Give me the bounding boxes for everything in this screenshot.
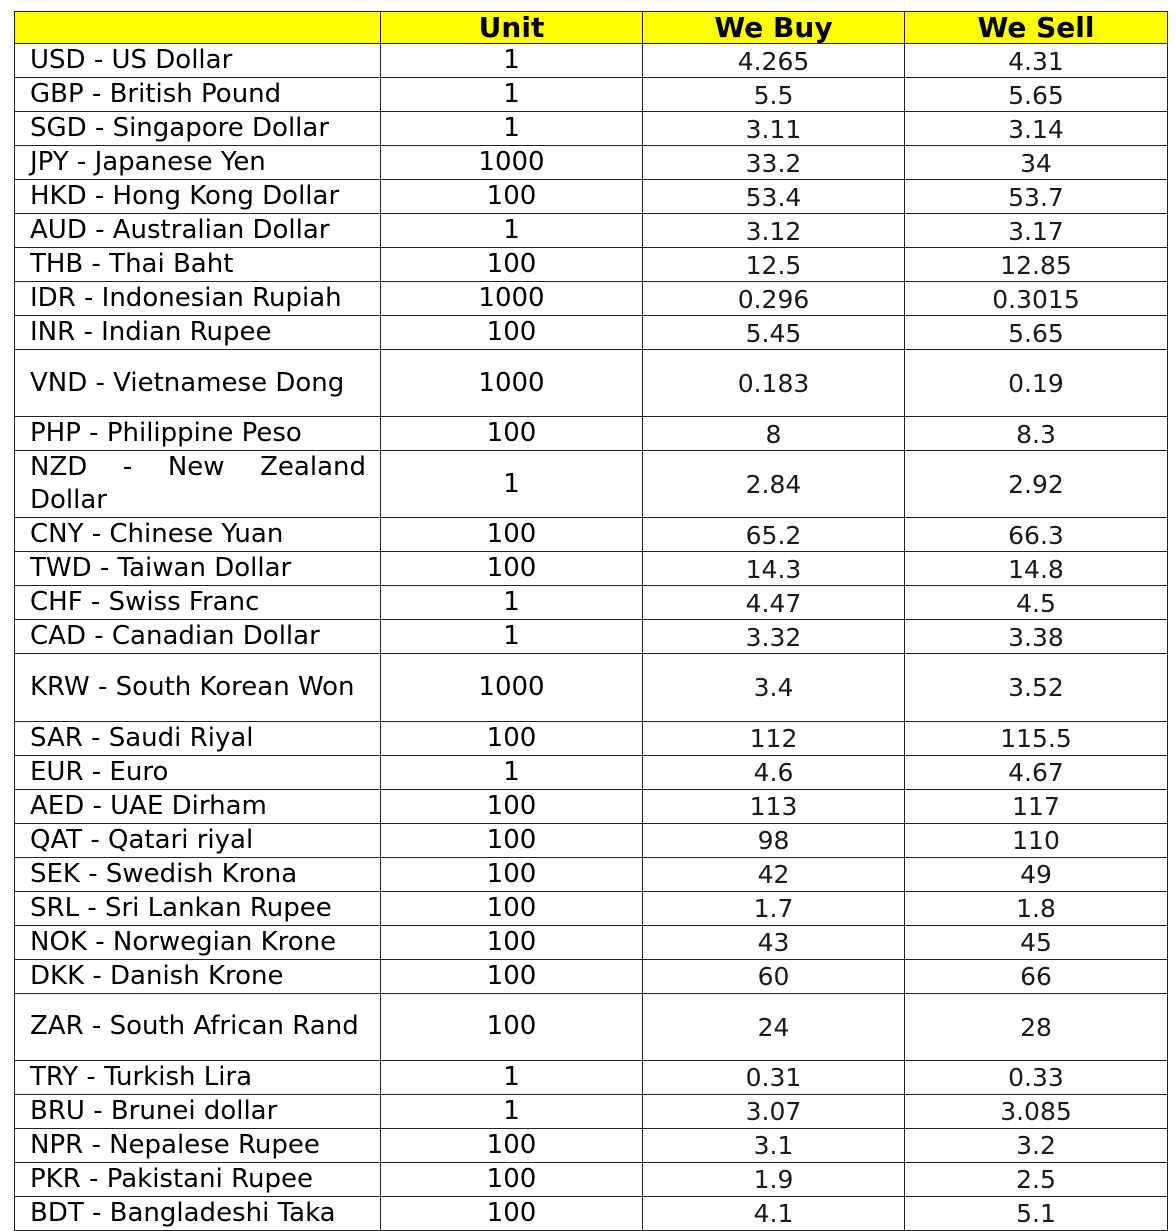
header-row xyxy=(15,12,1168,44)
we-buy-value: 3.4 xyxy=(753,673,794,703)
we-buy-cell xyxy=(643,755,905,789)
unit-cell: 1 xyxy=(381,78,643,112)
we-buy-value: 14.3 xyxy=(745,554,802,584)
we-sell-value: 4.67 xyxy=(1008,758,1064,788)
we-buy-cell xyxy=(643,823,905,857)
we-sell-value: 8.3 xyxy=(1016,419,1056,449)
unit-cell: 1 xyxy=(381,214,643,248)
unit-cell: 100 xyxy=(381,993,643,1060)
we-sell-value: 3.085 xyxy=(1000,1097,1072,1127)
we-sell-value: 4.31 xyxy=(1008,46,1064,76)
unit-cell: 1 xyxy=(381,1094,643,1128)
we-sell-value: 5.1 xyxy=(1016,1199,1056,1229)
we-sell-value: 0.19 xyxy=(1008,369,1064,399)
we-buy-cell xyxy=(643,721,905,755)
currency-name-cell: KRW - South Korean Won xyxy=(15,654,381,721)
currency-name-cell: SAR - Saudi Riyal xyxy=(15,721,381,755)
we-buy-cell xyxy=(643,1162,905,1196)
we-buy-value: 24 xyxy=(757,1012,790,1042)
we-sell-value: 115.5 xyxy=(1000,724,1072,754)
unit-cell: 100 xyxy=(381,823,643,857)
we-sell-cell xyxy=(905,1060,1168,1094)
we-sell-cell xyxy=(905,654,1168,721)
table-row xyxy=(15,1162,1168,1196)
we-buy-value: 3.11 xyxy=(745,114,802,144)
we-sell-cell xyxy=(905,282,1168,316)
unit-cell: 1 xyxy=(381,44,643,78)
we-sell-value: 14.8 xyxy=(1008,554,1064,584)
unit-cell: 1 xyxy=(381,1060,643,1094)
currency-name-cell: BDT - Bangladeshi Taka xyxy=(15,1196,381,1230)
currency-name-cell: VND - Vietnamese Dong xyxy=(15,350,381,417)
exchange-rate-table xyxy=(14,11,1168,1231)
we-buy-cell xyxy=(643,518,905,552)
currency-name-cell: AED - UAE Dirham xyxy=(15,789,381,823)
unit-cell: 100 xyxy=(381,316,643,350)
we-buy-value: 4.47 xyxy=(745,588,802,618)
we-sell-value: 66.3 xyxy=(1008,520,1064,550)
we-sell-cell xyxy=(905,518,1168,552)
currency-name-cell: EUR - Euro xyxy=(15,755,381,789)
we-buy-cell xyxy=(643,654,905,721)
we-buy-value: 1.7 xyxy=(753,894,794,924)
we-buy-cell xyxy=(643,214,905,248)
unit-cell: 1000 xyxy=(381,350,643,417)
we-buy-value: 0.183 xyxy=(737,369,810,399)
we-sell-cell xyxy=(905,44,1168,78)
we-buy-value: 0.296 xyxy=(737,284,810,314)
header-currency xyxy=(15,12,381,44)
we-sell-cell xyxy=(905,180,1168,214)
we-sell-value: 66 xyxy=(1020,962,1052,992)
unit-cell: 1000 xyxy=(381,654,643,721)
unit-cell: 100 xyxy=(381,891,643,925)
we-buy-cell xyxy=(643,891,905,925)
table-row xyxy=(15,789,1168,823)
we-buy-value: 3.07 xyxy=(745,1097,802,1127)
we-sell-value: 3.14 xyxy=(1008,114,1064,144)
table-row xyxy=(15,959,1168,993)
we-sell-cell xyxy=(905,857,1168,891)
table-row xyxy=(15,180,1168,214)
currency-name-cell: SEK - Swedish Krona xyxy=(15,857,381,891)
we-buy-value: 5.45 xyxy=(745,318,802,348)
we-sell-cell xyxy=(905,993,1168,1060)
we-buy-value: 4.265 xyxy=(737,46,810,76)
currency-name-cell: HKD - Hong Kong Dollar xyxy=(15,180,381,214)
table-header xyxy=(15,12,1168,44)
unit-cell: 1 xyxy=(381,451,643,518)
we-sell-cell xyxy=(905,1162,1168,1196)
we-sell-cell xyxy=(905,112,1168,146)
header-unit: Unit xyxy=(381,12,643,44)
currency-name-cell: NZD - New Zealand Dollar xyxy=(15,451,381,518)
header-we-sell: We Sell xyxy=(905,12,1168,44)
we-sell-cell xyxy=(905,1196,1168,1230)
we-buy-cell xyxy=(643,1196,905,1230)
we-buy-value: 112 xyxy=(749,724,798,754)
we-buy-value: 8 xyxy=(765,419,782,449)
currency-name-cell: PHP - Philippine Peso xyxy=(15,417,381,451)
we-sell-cell xyxy=(905,248,1168,282)
we-buy-value: 65.2 xyxy=(745,520,802,550)
currency-name-cell: SRL - Sri Lankan Rupee xyxy=(15,891,381,925)
unit-cell: 1000 xyxy=(381,146,643,180)
table-row xyxy=(15,1094,1168,1128)
we-buy-cell xyxy=(643,925,905,959)
we-sell-cell xyxy=(905,925,1168,959)
unit-cell: 100 xyxy=(381,721,643,755)
unit-cell: 100 xyxy=(381,552,643,586)
we-buy-cell xyxy=(643,620,905,654)
unit-cell: 1000 xyxy=(381,282,643,316)
we-buy-cell xyxy=(643,350,905,417)
currency-name-cell: BRU - Brunei dollar xyxy=(15,1094,381,1128)
table-row xyxy=(15,44,1168,78)
currency-name-cell: SGD - Singapore Dollar xyxy=(15,112,381,146)
we-buy-value: 1.9 xyxy=(753,1165,794,1195)
we-sell-cell xyxy=(905,959,1168,993)
unit-cell: 100 xyxy=(381,417,643,451)
we-sell-value: 45 xyxy=(1020,928,1052,958)
currency-name-cell: NPR - Nepalese Rupee xyxy=(15,1128,381,1162)
table-row xyxy=(15,316,1168,350)
we-sell-value: 4.5 xyxy=(1016,588,1056,618)
we-buy-cell xyxy=(643,451,905,518)
we-buy-cell xyxy=(643,789,905,823)
table-row xyxy=(15,1128,1168,1162)
we-sell-value: 2.92 xyxy=(1008,470,1064,500)
table-row xyxy=(15,755,1168,789)
we-buy-value: 3.12 xyxy=(745,216,802,246)
we-sell-cell xyxy=(905,350,1168,417)
currency-name-cell: GBP - British Pound xyxy=(15,78,381,112)
we-buy-cell xyxy=(643,1094,905,1128)
table-row xyxy=(15,78,1168,112)
currency-name-cell: THB - Thai Baht xyxy=(15,248,381,282)
we-buy-cell xyxy=(643,993,905,1060)
we-sell-cell xyxy=(905,755,1168,789)
we-sell-cell xyxy=(905,721,1168,755)
we-buy-value: 12.5 xyxy=(745,250,802,280)
unit-cell: 100 xyxy=(381,789,643,823)
table-row xyxy=(15,1060,1168,1094)
we-sell-value: 0.33 xyxy=(1008,1063,1064,1093)
we-sell-cell xyxy=(905,823,1168,857)
we-buy-cell xyxy=(643,78,905,112)
we-buy-value: 53.4 xyxy=(745,182,802,212)
we-sell-cell xyxy=(905,586,1168,620)
we-buy-cell xyxy=(643,112,905,146)
we-sell-value: 3.17 xyxy=(1008,216,1064,246)
we-buy-value: 33.2 xyxy=(745,148,802,178)
unit-cell: 100 xyxy=(381,925,643,959)
we-sell-cell xyxy=(905,417,1168,451)
we-buy-cell xyxy=(643,417,905,451)
we-buy-value: 5.5 xyxy=(753,80,794,110)
table-row xyxy=(15,350,1168,417)
currency-name-cell: TWD - Taiwan Dollar xyxy=(15,552,381,586)
currency-name-cell: USD - US Dollar xyxy=(15,44,381,78)
table-row xyxy=(15,823,1168,857)
we-sell-cell xyxy=(905,789,1168,823)
we-sell-value: 2.5 xyxy=(1016,1165,1056,1195)
currency-name-cell: AUD - Australian Dollar xyxy=(15,214,381,248)
we-buy-value: 3.1 xyxy=(753,1131,794,1161)
currency-name-cell: CNY - Chinese Yuan xyxy=(15,518,381,552)
table-row xyxy=(15,586,1168,620)
unit-cell: 100 xyxy=(381,1128,643,1162)
table-row xyxy=(15,146,1168,180)
we-buy-cell xyxy=(643,857,905,891)
table-row xyxy=(15,417,1168,451)
we-sell-value: 5.65 xyxy=(1008,318,1064,348)
currency-name-cell: IDR - Indonesian Rupiah xyxy=(15,282,381,316)
table-row xyxy=(15,518,1168,552)
we-buy-cell xyxy=(643,586,905,620)
unit-cell: 1 xyxy=(381,620,643,654)
table-row xyxy=(15,214,1168,248)
table-row xyxy=(15,993,1168,1060)
we-buy-value: 3.32 xyxy=(745,622,802,652)
currency-name-cell: JPY - Japanese Yen xyxy=(15,146,381,180)
we-buy-value: 42 xyxy=(757,860,790,890)
unit-cell: 100 xyxy=(381,857,643,891)
we-sell-value: 12.85 xyxy=(1000,250,1072,280)
unit-cell: 1 xyxy=(381,586,643,620)
we-sell-cell xyxy=(905,552,1168,586)
table-row xyxy=(15,282,1168,316)
table-row xyxy=(15,451,1168,518)
header-we-buy: We Buy xyxy=(643,12,905,44)
currency-name-cell: PKR - Pakistani Rupee xyxy=(15,1162,381,1196)
table-row xyxy=(15,857,1168,891)
we-sell-cell xyxy=(905,146,1168,180)
unit-cell: 100 xyxy=(381,959,643,993)
table-row xyxy=(15,112,1168,146)
table-row xyxy=(15,891,1168,925)
we-sell-value: 1.8 xyxy=(1016,894,1056,924)
we-buy-value: 60 xyxy=(757,962,790,992)
we-buy-cell xyxy=(643,44,905,78)
we-sell-value: 3.52 xyxy=(1008,673,1064,703)
currency-name-cell: CAD - Canadian Dollar xyxy=(15,620,381,654)
currency-name-cell: TRY - Turkish Lira xyxy=(15,1060,381,1094)
we-buy-cell xyxy=(643,959,905,993)
we-sell-value: 3.2 xyxy=(1016,1131,1056,1161)
we-buy-cell xyxy=(643,248,905,282)
table-body xyxy=(15,44,1168,1231)
we-sell-value: 0.3015 xyxy=(992,284,1080,314)
we-buy-value: 4.1 xyxy=(753,1199,794,1229)
we-buy-cell xyxy=(643,1128,905,1162)
we-sell-cell xyxy=(905,316,1168,350)
table-row xyxy=(15,552,1168,586)
unit-cell: 1 xyxy=(381,112,643,146)
currency-name-cell: INR - Indian Rupee xyxy=(15,316,381,350)
currency-name-cell: CHF - Swiss Franc xyxy=(15,586,381,620)
we-sell-value: 5.65 xyxy=(1008,80,1064,110)
we-sell-cell xyxy=(905,78,1168,112)
we-sell-cell xyxy=(905,214,1168,248)
currency-name-cell: QAT - Qatari riyal xyxy=(15,823,381,857)
unit-cell: 1 xyxy=(381,755,643,789)
table-row xyxy=(15,925,1168,959)
table-row xyxy=(15,1196,1168,1230)
we-sell-cell xyxy=(905,1094,1168,1128)
unit-cell: 100 xyxy=(381,248,643,282)
currency-name-cell: ZAR - South African Rand xyxy=(15,993,381,1060)
table-row xyxy=(15,248,1168,282)
we-sell-value: 3.38 xyxy=(1008,622,1064,652)
we-sell-value: 53.7 xyxy=(1008,182,1064,212)
we-sell-value: 34 xyxy=(1020,148,1052,178)
we-buy-value: 2.84 xyxy=(745,470,802,500)
table-row xyxy=(15,620,1168,654)
we-buy-cell xyxy=(643,180,905,214)
we-sell-value: 49 xyxy=(1020,860,1052,890)
we-buy-value: 43 xyxy=(757,928,790,958)
we-sell-value: 117 xyxy=(1012,792,1060,822)
table-row xyxy=(15,654,1168,721)
we-sell-value: 28 xyxy=(1020,1012,1052,1042)
we-buy-cell xyxy=(643,1060,905,1094)
currency-name-cell: DKK - Danish Krone xyxy=(15,959,381,993)
we-buy-value: 0.31 xyxy=(745,1063,802,1093)
we-sell-cell xyxy=(905,620,1168,654)
unit-cell: 100 xyxy=(381,180,643,214)
we-sell-cell xyxy=(905,1128,1168,1162)
we-buy-cell xyxy=(643,282,905,316)
unit-cell: 100 xyxy=(381,1196,643,1230)
we-sell-value: 110 xyxy=(1012,826,1060,856)
we-buy-cell xyxy=(643,552,905,586)
we-sell-cell xyxy=(905,451,1168,518)
we-buy-cell xyxy=(643,146,905,180)
we-buy-value: 113 xyxy=(749,792,798,822)
unit-cell: 100 xyxy=(381,1162,643,1196)
we-buy-value: 98 xyxy=(757,826,790,856)
table-row xyxy=(15,721,1168,755)
we-sell-cell xyxy=(905,891,1168,925)
we-buy-cell xyxy=(643,316,905,350)
currency-name-cell: NOK - Norwegian Krone xyxy=(15,925,381,959)
unit-cell: 100 xyxy=(381,518,643,552)
we-buy-value: 4.6 xyxy=(753,758,794,788)
